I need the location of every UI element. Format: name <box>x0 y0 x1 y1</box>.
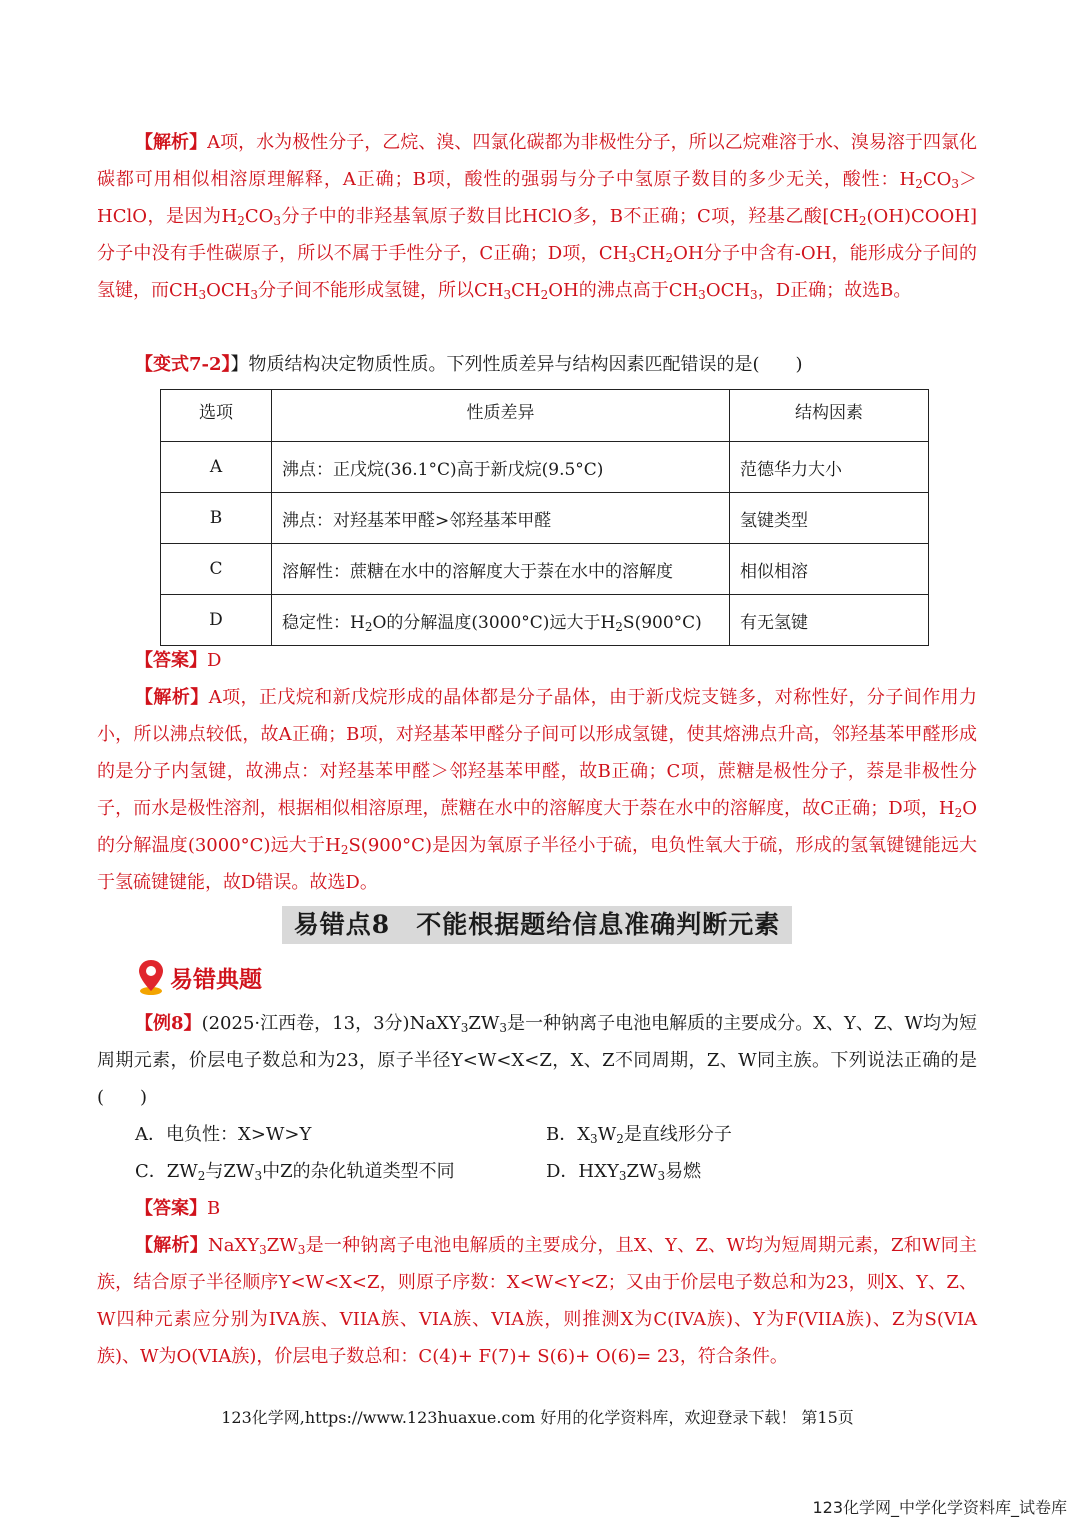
table-header-row <box>161 390 929 442</box>
section-title: 易错点8 不能根据题给信息准确判断元素 <box>282 906 792 944</box>
location-pin-icon <box>136 958 166 996</box>
table-header: 性质差异 <box>272 390 730 442</box>
page-footer: 123化学网,https://www.123huaxue.com 好用的化学资料库，欢迎登录下载！ 第15页 <box>221 1408 854 1427</box>
variant-question: 【变式7-2】】物质结构决定物质性质。下列性质差异与结构因素匹配错误的是( ) <box>135 354 803 375</box>
analysis-tag: 【解析】 <box>135 132 208 153</box>
table-cell: B <box>161 493 272 544</box>
subhead <box>136 958 262 996</box>
answer-block-2 <box>97 1190 977 1227</box>
watermark-text: 123化学网_中学化学资料库_试卷库 <box>812 1498 1067 1517</box>
table-cell: 有无氢键 <box>730 595 929 646</box>
option-c: C．$ZW_2$与$ZW_3$中Z的杂化轨道类型不同 <box>135 1161 455 1183</box>
property-table <box>160 389 929 646</box>
analysis-block-3: 【解析】$NaXY_3ZW_3$是一种钠离子电池电解质的主要成分，且X、Y、Z、W均为短周期元素，Z和W同主族，结合原子半径顺序Y<W<X<Z，则原子序数：X<W<Y<Z；又由于价层电子数总和为23，则X、Y、Z、W四种元素应分别为IVA族、VIIA族、VIA族、VIA族，则推测X为C(IVA族)、Y为F(VIIA族)、Z为S(VIA族)、W为O(VIA族)，价层电子数总和：C(4)+ F(7)+ S(6)+ O(6)= 23，符合条件。 <box>97 1235 977 1367</box>
table-cell: 沸点：正戊烷(36.1°C)高于新戊烷(9.5°C) <box>272 442 730 493</box>
table-cell: 范德华力大小 <box>730 442 929 493</box>
option-b: B．$X_3W_2$是直线形分子 <box>546 1124 732 1146</box>
table-cell: C <box>161 544 272 595</box>
table-cell: 相似相溶 <box>730 544 929 595</box>
table-cell: 沸点：对羟基苯甲醛>邻羟基苯甲醛 <box>272 493 730 544</box>
answer-value: D <box>207 650 222 671</box>
table-row <box>161 544 929 595</box>
analysis-tag: 【解析】 <box>135 687 209 708</box>
table-row <box>161 595 929 646</box>
variant-tag: 【变式7-2】 <box>135 354 231 375</box>
answer-value: B <box>207 1198 221 1219</box>
analysis-block-1: 【解析】A项，水为极性分子，乙烷、溴、四氯化碳都为非极性分子，所以乙烷难溶于水、溴易溶于四氯化碳都可用相似相溶原理解释，A正确；B项，酸性的强弱与分子中氢原子数目的多少无关，酸性：$H_2CO_3>HClO$，是因为$H_2CO_3$分子中的非羟基氧原子数目比HClO多，B不正确；C项，羟基乙酸$[CH_2(OH)COOH]$分子中没有手性碳原子，所以不属于手性分子，C正确；D项，$CH_3CH_2OH$分子中含有-OH，能形成分子间的氢键，而$CH_3OCH_3$分子间不能形成氢键，所以$CH_3CH_2OH$的沸点高于$CH_3OCH_3$，D正确；故选B。 <box>97 132 978 302</box>
table-cell: D <box>161 595 272 646</box>
answer-tag: 【答案】 <box>135 1198 207 1219</box>
table-row <box>161 442 929 493</box>
answer-block-1 <box>97 642 977 679</box>
option-a: A．电负性：X>W>Y <box>135 1124 312 1145</box>
table-cell: 稳定性：$H_2O$的分解温度(3000°C)远大于$H_2S(900^\circ C)$ <box>272 595 730 646</box>
example-tag: 【例8】 <box>135 1013 202 1034</box>
subhead-text: 易错典题 <box>170 966 262 993</box>
table-cell: 氢键类型 <box>730 493 929 544</box>
option-d: D．$HXY_3ZW_3$易燃 <box>546 1161 702 1183</box>
table-row <box>161 493 929 544</box>
table-cell: A <box>161 442 272 493</box>
analysis-block-2: 【解析】A项，正戊烷和新戊烷形成的晶体都是分子晶体，由于新戊烷支链多，对称性好，分子间作用力小，所以沸点较低，故A正确；B项，对羟基苯甲醛分子间可以形成氢键，使其熔沸点升高，邻羟基苯甲醛形成的是分子内氢键，故沸点：对羟基苯甲醛＞邻羟基苯甲醛，故B正确；C项，蔗糖是极性分子，萘是非极性分子，而水是极性溶剂，根据相似相溶原理，蔗糖在水中的溶解度大于萘在水中的溶解度，故C正确；D项，$H_2O$的分解温度(3000°C)远大于$H_2S(900^\circ C)$是因为氧原子半径小于硫，电负性氧大于硫，形成的氢氧键键能远大于氢硫键键能，故D错误。故选D。 <box>97 687 978 893</box>
analysis-tag: 【解析】 <box>135 1235 208 1256</box>
table-header: 结构因素 <box>730 390 929 442</box>
table-header: 选项 <box>161 390 272 442</box>
answer-tag: 【答案】 <box>135 650 207 671</box>
example-question: 【例8】(2025·江西卷，13，3分)$NaXY_3ZW_3$是一种钠离子电池电解质的主要成分。X、Y、Z、W均为短周期元素，价层电子数总和为23，原子半径Y<W<X<Z，X、Z不同周期，Z、W同主族。下列说法正确的是( ) <box>97 1013 978 1108</box>
table-cell: 溶解性：蔗糖在水中的溶解度大于萘在水中的溶解度 <box>272 544 730 595</box>
